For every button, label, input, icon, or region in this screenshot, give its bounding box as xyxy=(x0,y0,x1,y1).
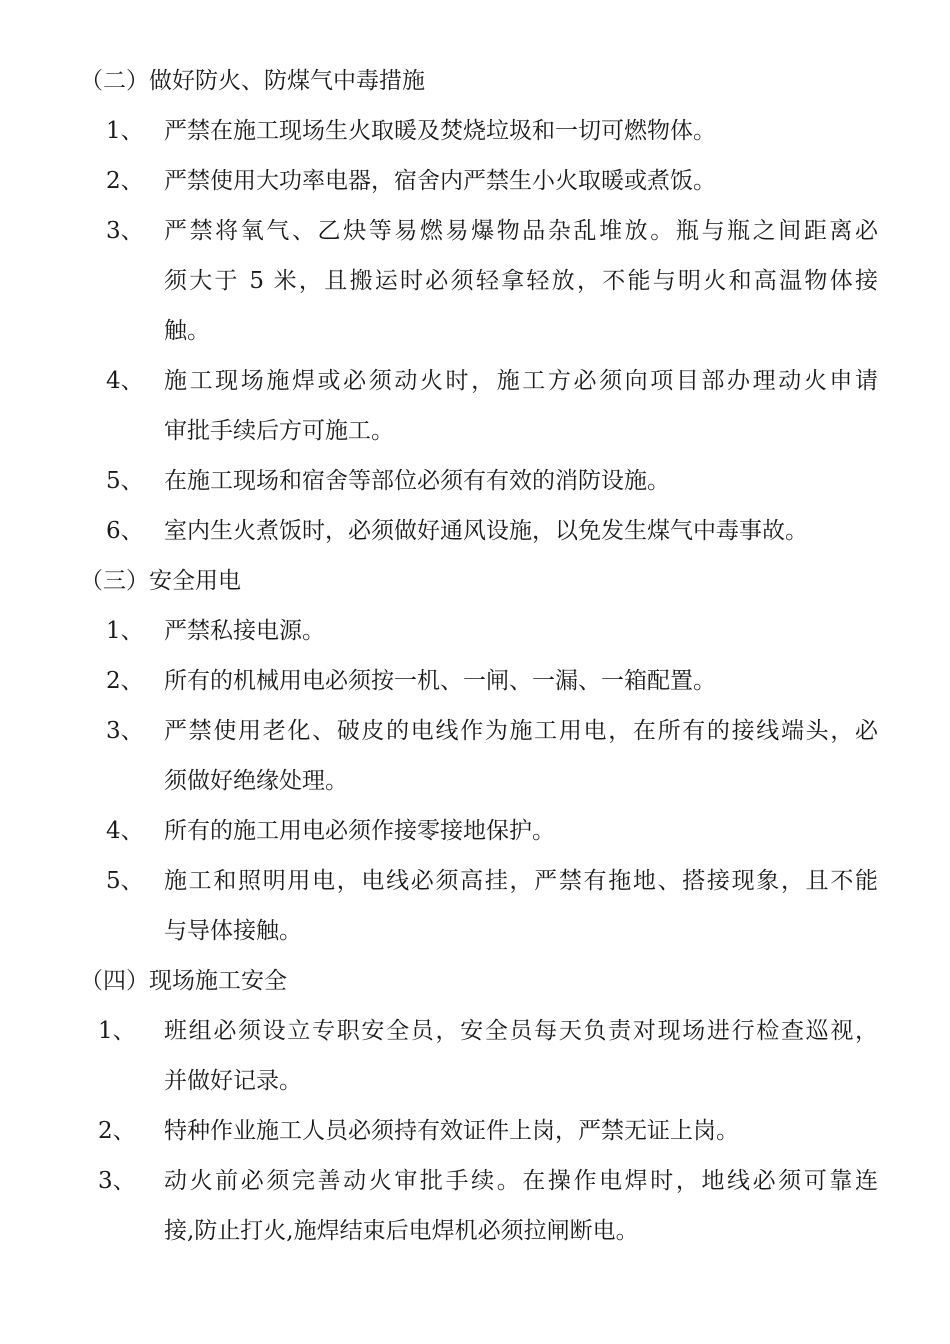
item-text: 在施工现场和宿舍等部位必须有有效的消防设施。 xyxy=(164,468,670,494)
item-text: 动火前必须完善动火审批手续。在操作电焊时，地线必须可靠连 xyxy=(164,1168,878,1194)
item-text: 并做好记录。 xyxy=(164,1068,302,1094)
item-text: 室内生火煮饭时，必须做好通风设施，以免发生煤气中毒事故。 xyxy=(164,518,808,544)
item-text: 与导体接触。 xyxy=(164,918,302,944)
item-text: 班组必须设立专职安全员，安全员每天负责对现场进行检查巡视， xyxy=(164,1018,878,1044)
item-text: 施工和照明用电，电线必须高挂，严禁有拖地、搭接现象，且不能 xyxy=(164,868,878,894)
item-text: 须做好绝缘处理。 xyxy=(164,768,348,794)
item-number: 3、 xyxy=(106,718,144,744)
item-number: 1、 xyxy=(98,1018,136,1044)
item-number: 2、 xyxy=(98,1118,136,1144)
item-text: 严禁将氧气、乙炔等易燃易爆物品杂乱堆放。瓶与瓶之间距离必 xyxy=(164,218,878,244)
item-number: 2、 xyxy=(106,668,144,694)
item-number: 6、 xyxy=(106,518,144,544)
item-text: 严禁在施工现场生火取暖及焚烧垃圾和一切可燃物体。 xyxy=(164,118,716,144)
item-text: 严禁私接电源。 xyxy=(164,618,325,644)
item-text: 施工现场施焊或必须动火时，施工方必须向项目部办理动火申请 xyxy=(164,368,878,394)
item-number: 1、 xyxy=(106,118,144,144)
item-text: 严禁使用老化、破皮的电线作为施工用电，在所有的接线端头，必 xyxy=(164,718,878,744)
section-heading: （三）安全用电 xyxy=(80,568,241,594)
item-text: 严禁使用大功率电器，宿舍内严禁生小火取暖或煮饭。 xyxy=(164,168,716,194)
item-number: 1、 xyxy=(106,618,144,644)
item-number: 5、 xyxy=(106,868,144,894)
item-text: 审批手续后方可施工。 xyxy=(164,418,394,444)
item-number: 3、 xyxy=(106,218,144,244)
item-text: 须大于 5 米，且搬运时必须轻拿轻放，不能与明火和高温物体接 xyxy=(164,268,878,294)
item-number: 4、 xyxy=(106,368,144,394)
item-number: 3、 xyxy=(98,1168,136,1194)
section-heading: （四）现场施工安全 xyxy=(80,968,287,994)
item-number: 4、 xyxy=(106,818,144,844)
item-text: 所有的施工用电必须作接零接地保护。 xyxy=(164,818,555,844)
item-number: 2、 xyxy=(106,168,144,194)
item-number: 5、 xyxy=(106,468,144,494)
section-heading: （二）做好防火、防煤气中毒措施 xyxy=(80,68,425,94)
item-text: 触。 xyxy=(164,318,210,344)
item-text: 所有的机械用电必须按一机、一闸、一漏、一箱配置。 xyxy=(164,668,716,694)
item-text: 特种作业施工人员必须持有效证件上岗，严禁无证上岗。 xyxy=(164,1118,739,1144)
item-text: 接,防止打火,施焊结束后电焊机必须拉闸断电。 xyxy=(164,1218,639,1244)
